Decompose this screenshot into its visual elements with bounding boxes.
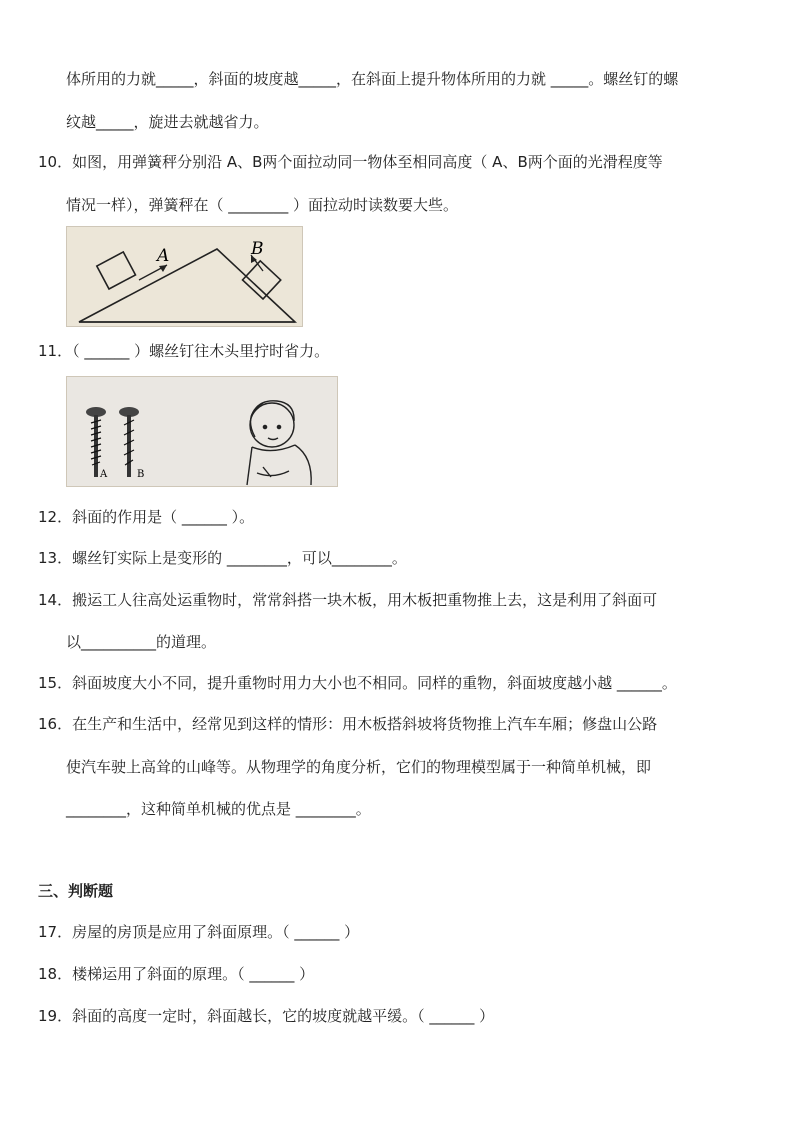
- question-16-line-2: 使汽车驶上高耸的山峰等。从物理学的角度分析，它们的物理模型属于一种简单机械，即: [66, 758, 652, 776]
- question-12: 12．斜面的作用是（ ______ ）。: [38, 508, 255, 526]
- text-line-2: 纹越_____，旋进去就越省力。: [66, 113, 269, 131]
- screw-label-b: B: [137, 469, 145, 480]
- question-13: 13．螺丝钉实际上是变形的 ________，可以________。: [38, 549, 407, 567]
- screws-figure: [66, 376, 338, 487]
- label-a: A: [157, 246, 170, 266]
- text-line-1: 体所用的力就_____，斜面的坡度越_____，在斜面上提升物体所用的力就 _____。螺丝钉的螺: [66, 70, 679, 88]
- question-14-line-2: 以__________的道理。: [66, 633, 217, 651]
- label-b: B: [251, 239, 264, 259]
- block-b: [243, 261, 281, 299]
- block-a: [97, 252, 136, 289]
- question-16-line-3: ________，这种简单机械的优点是 ________。: [66, 800, 371, 818]
- screws-diagram: [67, 377, 337, 486]
- question-15: 15．斜面坡度大小不同，提升重物时用力大小也不相同。同样的重物，斜面坡度越小越 ______。: [38, 674, 677, 692]
- question-18: 18．楼梯运用了斜面的原理。（ ______ ）: [38, 965, 315, 983]
- boy-illustration: [247, 401, 311, 485]
- screw-label-a: A: [100, 469, 108, 480]
- question-10-line-2: 情况一样），弹簧秤在（ ________ ）面拉动时读数要大些。: [66, 196, 459, 214]
- question-14-line-1: 14．搬运工人往高处运重物时，常常斜搭一块木板，用木板把重物推上去，这是利用了斜面可: [38, 591, 658, 609]
- question-11: 11．（ ______ ）螺丝钉往木头里拧时省力。: [38, 342, 330, 360]
- question-19: 19．斜面的高度一定时，斜面越长，它的坡度就越平缓。（ ______ ）: [38, 1007, 495, 1025]
- question-10-line-1: 10．如图，用弹簧秤分别沿 A、B两个面拉动同一物体至相同高度（ A、B两个面的光滑程度等: [38, 153, 663, 171]
- section-3-title: 三、判断题: [38, 882, 114, 900]
- question-16-line-1: 16．在生产和生活中，经常见到这样的情形：用木板搭斜坡将货物推上汽车车厢；修盘山公路: [38, 715, 658, 733]
- question-17: 17．房屋的房顶是应用了斜面原理。（ ______ ）: [38, 923, 360, 941]
- incline-diagram: [67, 227, 302, 326]
- incline-figure: [66, 226, 303, 327]
